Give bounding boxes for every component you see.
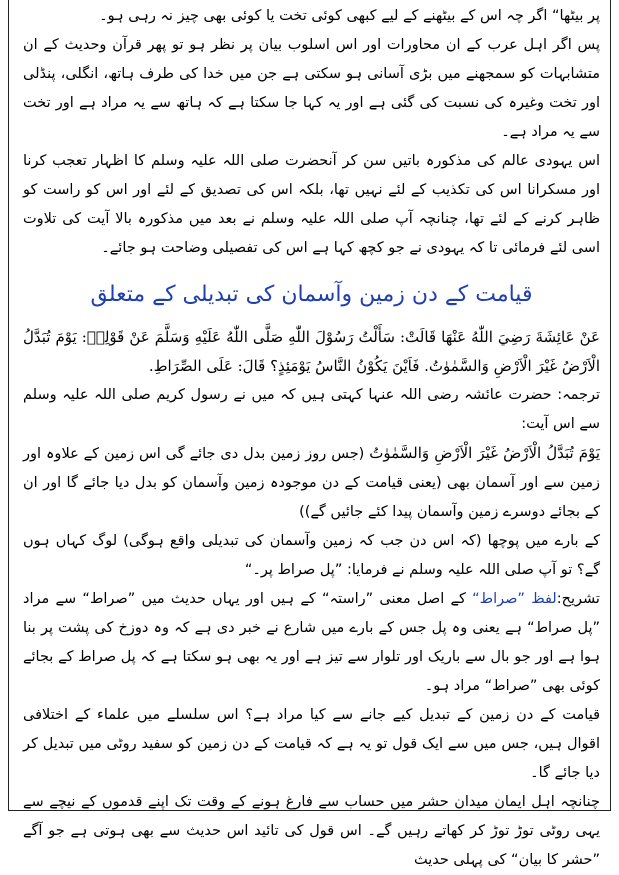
explanation-label: تشریح: bbox=[556, 591, 600, 607]
paragraph-1: پر بیٹھا“ اگر چہ اس کے بیٹھنے کے لیے کبھی کوئی تخت یا کوئی بھی چیز نہ رہی ہو۔ bbox=[99, 8, 600, 24]
verse-arabic: يَوْمَ تُبَدَّلُ الْاَرْضُ غَيْرَ الْاَرْضِ وَالسَّمٰوٰتُ bbox=[369, 444, 601, 462]
text-column bbox=[23, 2, 600, 875]
hadith-arabic: عَنْ عَائِشَةَ رَضِيَ اللّٰهُ عَنْهَا قَالَتْ: سَأَلْتُ رَسُوْلَ اللّٰهِ صَلَّى اللّٰهُ عَلَيْهِ وَسَلَّمَ عَنْ قَوْلِهٖ: يَوْمَ تُبَدَّلُ الْاَرْضُ غَيْرَ الْاَرْضِ وَالسَّمٰوٰتُ. فَاَيْنَ يَكُوْنُ النَّاسُ يَوْمَئِذٍ؟ قَالَ: عَلَى الصِّرَاطِ. bbox=[23, 328, 600, 375]
paragraph-2: پس اگر اہل عرب کے ان محاورات اور اس اسلوب بیان پر نظر ہو تو پھر قرآن وحدیث کے ان متشابہات کو سمجھنے میں بڑی آسانی ہو سکتی ہے جن میں خدا کی طرف ہاتھ، انگلی، پنڈلی اور تخت وغیرہ کی نسبت کی گئی ہے اور یہ کہا جا سکتا ہے کہ ہاتھ سے یہ مراد ہے اور تخت سے یہ مراد ہے۔ bbox=[23, 37, 600, 140]
explanation-highlight: لفظ ”صراط“ bbox=[472, 591, 557, 607]
hadith-translation-1 bbox=[23, 381, 600, 439]
translation-text: حضرت عائشہ رضی اللہ عنہا کہتی ہیں کہ میں نے رسول کریم صلی اللہ علیہ وسلم سے اس آیت: bbox=[23, 387, 600, 432]
paragraph-3: اس یہودی عالم کی مذکورہ باتیں سن کر آنحضرت صلی اللہ علیہ وسلم کا اظہار تعجب کرنا اور مسکرانا اس کی تکذیب کے لئے نہیں تھا، بلکہ اس کی تصدیق کے لئے اور اس کو راست کو ظاہر کرنے کے لئے تھا، چنانچہ آپ صلی اللہ علیہ وسلم نے بعد میں مذکورہ بالا آیت کی تلاوت اسی لئے فرمائی تا کہ یہودی نے جو کچھ کہا ہے اس کی تفصیلی وضاحت ہو جائے۔ bbox=[23, 153, 600, 256]
explanation-paragraph-2: قیامت کے دن زمین کے تبدیل کیے جانے سے کیا مراد ہے؟ اس سلسلے میں علماء کے اختلافی اقوال ہیں، جس میں سے ایک قول تو یہ ہے کہ قیامت کے دن زمین کو سفید روٹی میں تبدیل کر دیا جائے گا۔ bbox=[23, 707, 600, 781]
hadith-translation-3: کے بارے میں پوچھا (کہ اس دن جب کہ زمین وآسمان کی تبدیلی واقع ہوگی) لوگ کہاں ہوں گے؟ تو آپ صلی اللہ علیہ وسلم نے فرمایا: ”پل صراط پر۔“ bbox=[23, 533, 600, 578]
explanation-paragraph-3: چنانچہ اہل ایمان میدان حشر میں حساب سے فارغ ہونے کے وقت تک اپنے قدموں کے نیچے سے یہی روٹی توڑ توڑ کر کھاتے رہیں گے۔ اس قول کی تائید اس حدیث سے بھی ہوتی ہے جو آگے ”حشر کا بیان“ کی پہلی حدیث bbox=[23, 794, 600, 868]
document-page bbox=[8, 0, 611, 868]
hadith-translation-2 bbox=[23, 439, 600, 527]
translation-label: ترجمہ: bbox=[557, 387, 600, 403]
section-heading: قیامت کے دن زمین وآسمان کی تبدیلی کے متعلق bbox=[90, 282, 533, 307]
verse-translation: (جس روز زمین بدل دی جائے گی اس زمین کے علاوہ اور زمین سے اور آسمان بھی (یعنی قیامت کے دن موجودہ زمین وآسمان کو بدل دیا جائے گا اور ان کے بجائے دوسرے زمین وآسمان پیدا کئے جائیں گے)) bbox=[23, 446, 600, 520]
explanation-paragraph-1 bbox=[23, 585, 600, 701]
explanation-text: کے اصل معنی ”راستہ“ کے ہیں اور یہاں حدیث میں ”صراط“ سے مراد ”پل صراط“ ہے یعنی وہ پل جس کے بارے میں شارع نے خبر دی ہے کہ وہ دوزخ کی پشت پر بنا ہوا ہے اور جو بال سے باریک اور تلوار سے تیز ہے اور یہ بھی ہو سکتا ہے کہ پل صراط کے بجائے کوئی بھی ”صراط“ مراد ہو۔ bbox=[23, 591, 600, 694]
